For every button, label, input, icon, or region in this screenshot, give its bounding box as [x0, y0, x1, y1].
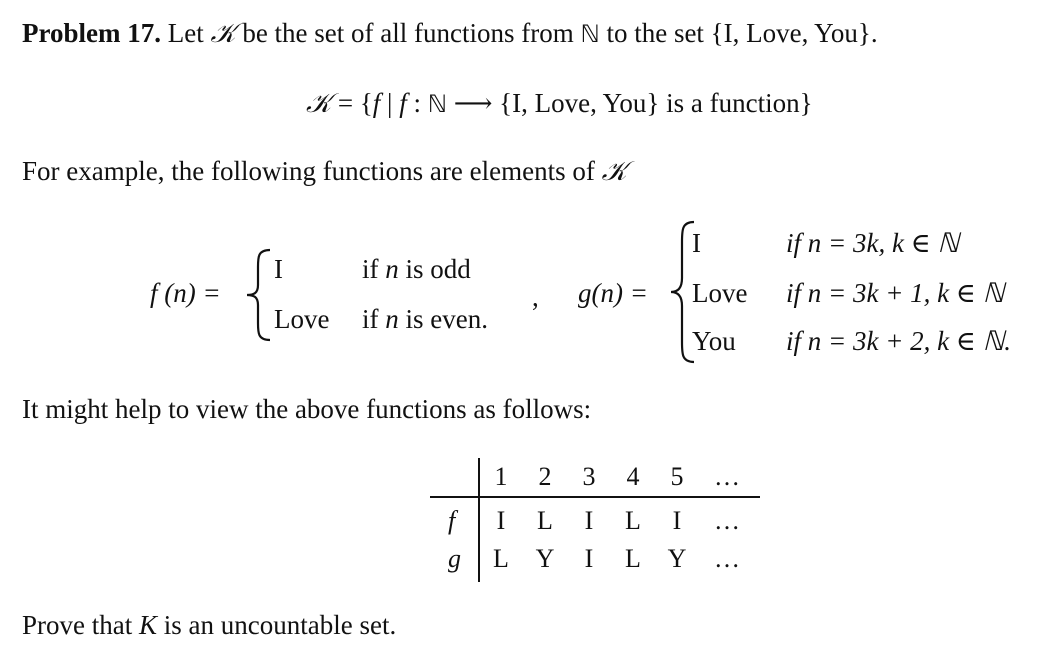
- table-header-cell: 2: [538, 462, 552, 491]
- f-case-1-condition: [362, 254, 471, 285]
- def-eq: = {: [337, 88, 373, 118]
- f-case-1-value: I: [274, 254, 283, 284]
- table-row-label-f: f: [448, 506, 456, 535]
- problem-label: Problem 17.: [22, 18, 161, 48]
- prove-statement: [22, 610, 396, 641]
- g-case-2-condition: if n = 3k + 1, k ∈ ℕ: [786, 278, 1005, 308]
- example-text: [22, 156, 627, 188]
- def-rhs: {I, Love, You} is a function}: [499, 88, 813, 118]
- table-cell: I: [584, 544, 594, 573]
- table-cell: I: [496, 506, 506, 535]
- def-colon: :: [413, 88, 421, 118]
- table-cell: I: [672, 506, 682, 535]
- def-naturals: ℕ: [427, 90, 447, 118]
- table-cell: Y: [667, 544, 687, 573]
- g-case-1-condition: if n = 3k, k ∈ ℕ: [786, 228, 960, 258]
- problem-intro-b: be the set of all functions from: [242, 18, 574, 48]
- f-case-2-condition: [362, 304, 488, 335]
- table-header-cell: …: [714, 462, 740, 491]
- table-cell: L: [537, 506, 553, 535]
- table-horizontal-divider: [430, 496, 760, 498]
- g-case-3-condition: if n = 3k + 2, k ∈ ℕ.: [786, 326, 1012, 356]
- g-case-1-value: I: [692, 228, 701, 258]
- example-set-symbol: 𝒦: [601, 156, 627, 187]
- g-case-2-value: Love: [692, 278, 748, 308]
- view-text: It might help to view the above functions as follows:: [22, 394, 592, 424]
- prove-var: K: [138, 610, 157, 640]
- problem-statement: [22, 18, 878, 50]
- table-header-cell: 4: [626, 462, 640, 491]
- problem-intro-a: Let: [167, 18, 204, 48]
- set-symbol-k-def: 𝒦: [306, 88, 332, 119]
- f-case-1-cond: is odd: [405, 254, 471, 284]
- f-case-2-value: Love: [274, 304, 330, 334]
- def-arrow: ⟶: [453, 88, 493, 118]
- table-cell: L: [493, 544, 509, 573]
- example-sentence: For example, the following functions are elements of: [22, 156, 595, 186]
- table-header-cell: 3: [582, 462, 596, 491]
- table-cell: L: [625, 506, 641, 535]
- g-case-3-value: You: [692, 326, 736, 356]
- f-case-1-var: n: [385, 254, 399, 284]
- f-case-2-if: if: [362, 304, 379, 334]
- table-cell: I: [584, 506, 594, 535]
- table-cell: …: [714, 506, 740, 535]
- f-lhs: f (n) =: [150, 278, 221, 308]
- table-header-cell: 1: [494, 462, 508, 491]
- table-vertical-divider: [478, 458, 480, 582]
- problem-intro-c: to the set {I, Love, You}.: [606, 18, 878, 48]
- f-case-2-var: n: [385, 304, 399, 334]
- table-row-label-g: g: [448, 544, 461, 573]
- set-symbol-k: 𝒦: [210, 18, 236, 49]
- def-f2: f: [399, 88, 407, 118]
- g-lhs: g(n) =: [578, 278, 648, 308]
- table-cell: …: [714, 544, 740, 573]
- def-f: f: [372, 88, 381, 118]
- left-brace-icon: [244, 247, 274, 343]
- naturals-symbol: ℕ: [580, 20, 600, 48]
- prove-a: Prove that: [22, 610, 133, 640]
- prove-b: is an uncountable set.: [163, 610, 397, 640]
- table-cell: Y: [535, 544, 555, 573]
- f-brace: [244, 247, 274, 350]
- f-comma: ,: [532, 282, 539, 312]
- table-cell: L: [625, 544, 641, 573]
- set-definition: [306, 88, 813, 120]
- def-bar: |: [387, 88, 393, 118]
- f-case-2-cond: is even.: [405, 304, 488, 334]
- f-case-1-if: if: [362, 254, 379, 284]
- table-header-cell: 5: [670, 462, 684, 491]
